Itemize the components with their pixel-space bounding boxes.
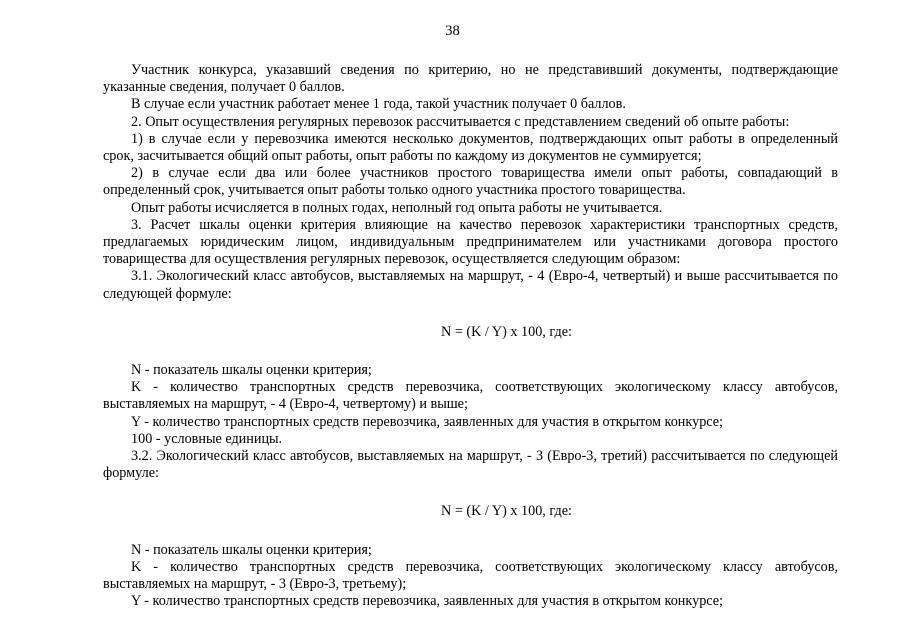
document-body bbox=[103, 62, 838, 610]
page-number: 38 bbox=[445, 23, 460, 39]
paragraph: Опыт работы исчисляется в полных годах, неполный год опыта работы не учитывается. bbox=[131, 199, 663, 216]
paragraph: 3. Расчет шкалы оценки критерия влияющие на качество перевозок характеристики транспортных средств, предлагаемых юридическим лицом, индивидуальным предпринимателем или участниками договора простого товарищества для осуществления регулярных перевозок, осуществляется следующим образом: bbox=[103, 216, 838, 268]
paragraph: N - показатель шкалы оценки критерия; bbox=[131, 541, 372, 558]
paragraph: Y - количество транспортных средств перевозчика, заявленных для участия в открытом конкурсе; bbox=[131, 593, 723, 610]
paragraph: 2. Опыт осуществления регулярных перевозок рассчитывается с представлением сведений об опыте работы: bbox=[131, 113, 790, 130]
paragraph: K - количество транспортных средств перевозчика, соответствующих экологическому классу автобусов, выставляемых на маршрут, - 3 (Евро-3, третьему); bbox=[103, 558, 838, 593]
formula: N = (K / Y) x 100, где: bbox=[441, 323, 572, 340]
paragraph: Y - количество транспортных средств перевозчика, заявленных для участия в открытом конкурсе; bbox=[131, 413, 723, 430]
paragraph: 3.2. Экологический класс автобусов, выставляемых на маршрут, - 3 (Евро-3, третий) рассчитывается по следующей формуле: bbox=[103, 448, 838, 482]
paragraph: 2) в случае если два или более участников простого товарищества имели опыт работы, совпадающий в определенный срок, учитывается опыт работы только одного участника простого товарищества. bbox=[103, 165, 838, 199]
formula: N = (K / Y) x 100, где: bbox=[441, 503, 572, 520]
paragraph: 1) в случае если у перевозчика имеются несколько документов, подтверждающих опыт работы в определенный срок, засчитывается общий опыт работы, опыт работы по каждому из документов не суммируется; bbox=[103, 130, 838, 165]
paragraph: 100 - условные единицы. bbox=[131, 430, 283, 447]
paragraph: Участник конкурса, указавший сведения по критерию, но не представивший документы, подтверждающие указанные сведения, получает 0 баллов. bbox=[103, 62, 838, 96]
spacer bbox=[103, 521, 838, 542]
spacer bbox=[103, 303, 838, 324]
paragraph: В случае если участник работает менее 1 года, такой участник получает 0 баллов. bbox=[131, 96, 626, 113]
paragraph: K - количество транспортных средств перевозчика, соответствующих экологическому классу автобусов, выставляемых на маршрут, - 4 (Евро-4, четвертому) и выше; bbox=[103, 379, 838, 413]
spacer bbox=[103, 341, 838, 362]
spacer bbox=[103, 482, 838, 503]
paragraph: 3.1. Экологический класс автобусов, выставляемых на маршрут, - 4 (Евро-4, четвертый) и выше рассчитывается по следующей формуле: bbox=[103, 268, 838, 302]
paragraph: N - показатель шкалы оценки критерия; bbox=[131, 362, 372, 379]
